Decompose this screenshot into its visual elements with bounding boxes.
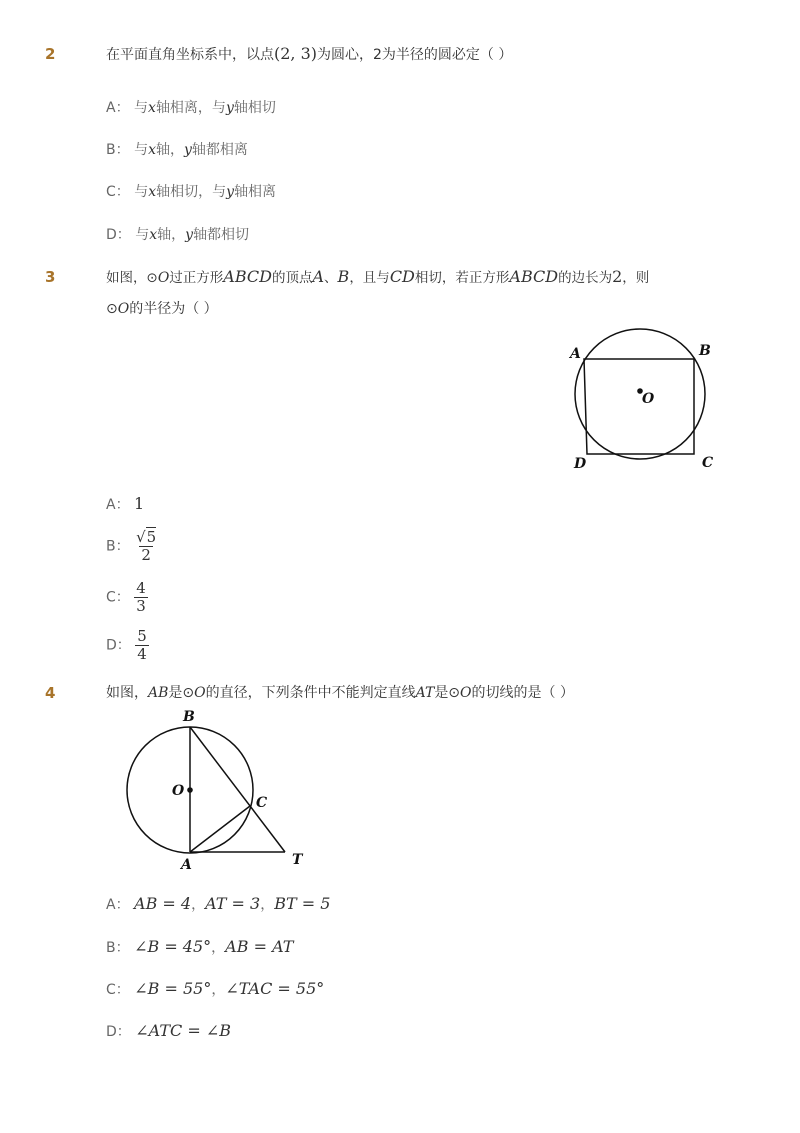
- option-sep: ，: [211, 982, 226, 998]
- stem-math: 2: [612, 267, 623, 286]
- option-c[interactable]: [106, 580, 148, 615]
- fraction: [135, 628, 149, 663]
- stem-math: CD: [389, 267, 415, 286]
- question-number: 2: [45, 45, 56, 63]
- fraction-numerator: 5: [137, 627, 147, 645]
- label-o: O: [172, 783, 185, 799]
- tangent-figure: [115, 705, 315, 875]
- stem-text: ，则: [622, 270, 650, 286]
- option-label: C：: [106, 589, 130, 606]
- stem-text: 过正方形: [169, 270, 224, 286]
- option-c[interactable]: [106, 979, 324, 1000]
- option-text: 轴都相切: [193, 227, 250, 243]
- question-stem: [106, 683, 574, 703]
- option-expr: ∠B = 45°: [134, 937, 212, 956]
- option-label: C：: [106, 982, 130, 998]
- fraction-numerator: 5: [146, 528, 157, 546]
- option-text: 轴相离: [234, 184, 277, 200]
- stem-text: ⊙: [106, 301, 118, 317]
- option-var: y: [183, 142, 192, 158]
- option-c[interactable]: [106, 182, 276, 202]
- label-c: C: [256, 795, 268, 811]
- option-var: x: [148, 142, 156, 158]
- fraction-denominator: 4: [137, 645, 147, 663]
- label-a: A: [570, 346, 581, 362]
- stem-text: 相切，若正方形: [414, 270, 510, 286]
- option-expr: ∠ATC = ∠B: [135, 1021, 231, 1040]
- option-text: 与: [134, 100, 149, 116]
- option-sep: ，: [191, 897, 206, 913]
- option-var: x: [148, 184, 157, 200]
- stem-text: 的切线的是（ ）: [471, 685, 574, 701]
- stem-math: AB: [148, 685, 169, 701]
- stem-text: 是⊙: [168, 685, 195, 701]
- option-label: D：: [106, 637, 131, 654]
- stem-math: O: [460, 685, 472, 701]
- stem-math: O: [157, 270, 170, 286]
- option-d[interactable]: [106, 628, 149, 663]
- option-label: C：: [106, 184, 130, 200]
- option-b[interactable]: [106, 529, 158, 564]
- option-text: 轴相离，与: [155, 100, 226, 116]
- option-sep: ，: [260, 897, 275, 913]
- option-label: B：: [106, 142, 130, 158]
- option-expr: ∠B = 55°: [134, 979, 212, 998]
- option-d[interactable]: [106, 225, 249, 245]
- question-number: 3: [45, 268, 56, 286]
- option-a[interactable]: [106, 494, 144, 515]
- option-label: D：: [106, 227, 131, 243]
- stem-text: 的半径为（ ）: [129, 301, 218, 317]
- question-number: 4: [45, 684, 56, 702]
- stem-math: B: [337, 267, 350, 286]
- circle-o: [575, 329, 705, 459]
- label-o: O: [642, 391, 655, 407]
- option-text: 与: [134, 184, 149, 200]
- option-a[interactable]: [106, 98, 276, 118]
- stem-math: A: [312, 267, 325, 286]
- question-stem: [106, 44, 512, 65]
- option-var: y: [225, 100, 234, 116]
- center-point: [187, 787, 193, 793]
- option-label: D：: [106, 1024, 131, 1040]
- option-a[interactable]: [106, 894, 330, 915]
- option-d[interactable]: [106, 1021, 231, 1042]
- label-t: T: [292, 852, 303, 868]
- fraction: $\frac{√5}{2}$: [136, 528, 157, 564]
- option-text: 与: [135, 227, 150, 243]
- option-b[interactable]: [106, 937, 293, 958]
- stem-math: O: [117, 301, 130, 317]
- option-label: A：: [106, 100, 130, 116]
- option-value: 1: [134, 494, 145, 513]
- option-expr: AB = 4: [134, 894, 192, 913]
- option-expr: AB = AT: [225, 937, 294, 956]
- option-expr: ∠TAC = 55°: [225, 979, 325, 998]
- stem-text: 的边长为: [558, 270, 613, 286]
- option-text: 轴，: [155, 142, 184, 158]
- label-b: B: [699, 343, 711, 359]
- stem-text: ，且与: [349, 270, 390, 286]
- label-a: A: [181, 857, 192, 873]
- option-label: B：: [106, 538, 130, 555]
- question-stem-line2: [106, 299, 218, 319]
- option-var: x: [149, 227, 158, 243]
- option-expr: AT = 3: [205, 894, 261, 913]
- option-text: 与: [134, 142, 149, 158]
- fraction-denominator: 2: [141, 546, 151, 564]
- option-text: 轴，: [157, 227, 186, 243]
- line-bt: [190, 727, 285, 852]
- stem-text: 为圆心，2为半径的圆必定（ ）: [317, 47, 513, 63]
- stem-text: 是⊙: [434, 685, 461, 701]
- stem-text: 、: [324, 270, 338, 286]
- option-text: 轴都相离: [191, 142, 248, 158]
- fraction: [134, 580, 148, 615]
- option-expr: BT = 5: [274, 894, 331, 913]
- stem-text: 如图，: [106, 685, 148, 701]
- fraction-numerator: 4: [136, 579, 146, 597]
- option-b[interactable]: [106, 140, 248, 160]
- option-label: B：: [106, 940, 130, 956]
- label-c: C: [702, 455, 714, 471]
- option-var: y: [185, 227, 194, 243]
- option-text: 轴相切，与: [156, 184, 227, 200]
- stem-math: ABCD: [509, 267, 559, 286]
- square-abcd: [584, 359, 694, 454]
- label-b: B: [183, 709, 195, 725]
- label-d: D: [574, 456, 587, 472]
- stem-text: 的直径，下列条件中不能判定直线: [205, 685, 416, 701]
- stem-text: 在平面直角坐标系中，以点: [106, 47, 274, 63]
- stem-text: 的顶点: [271, 270, 313, 286]
- stem-math: ABCD: [223, 267, 272, 286]
- fraction-denominator: 3: [136, 597, 146, 615]
- stem-math: O: [194, 685, 206, 701]
- square-circle-figure: [560, 320, 730, 480]
- option-label: A：: [106, 897, 130, 913]
- stem-math: AT: [415, 685, 435, 701]
- question-stem: [106, 267, 649, 288]
- option-text: 轴相切: [233, 100, 276, 116]
- option-var: x: [148, 100, 156, 116]
- option-sep: ，: [211, 940, 226, 956]
- option-var: y: [226, 184, 235, 200]
- option-label: A：: [106, 497, 130, 513]
- stem-text: 如图，⊙: [106, 270, 158, 286]
- stem-math: (2, 3): [274, 44, 318, 63]
